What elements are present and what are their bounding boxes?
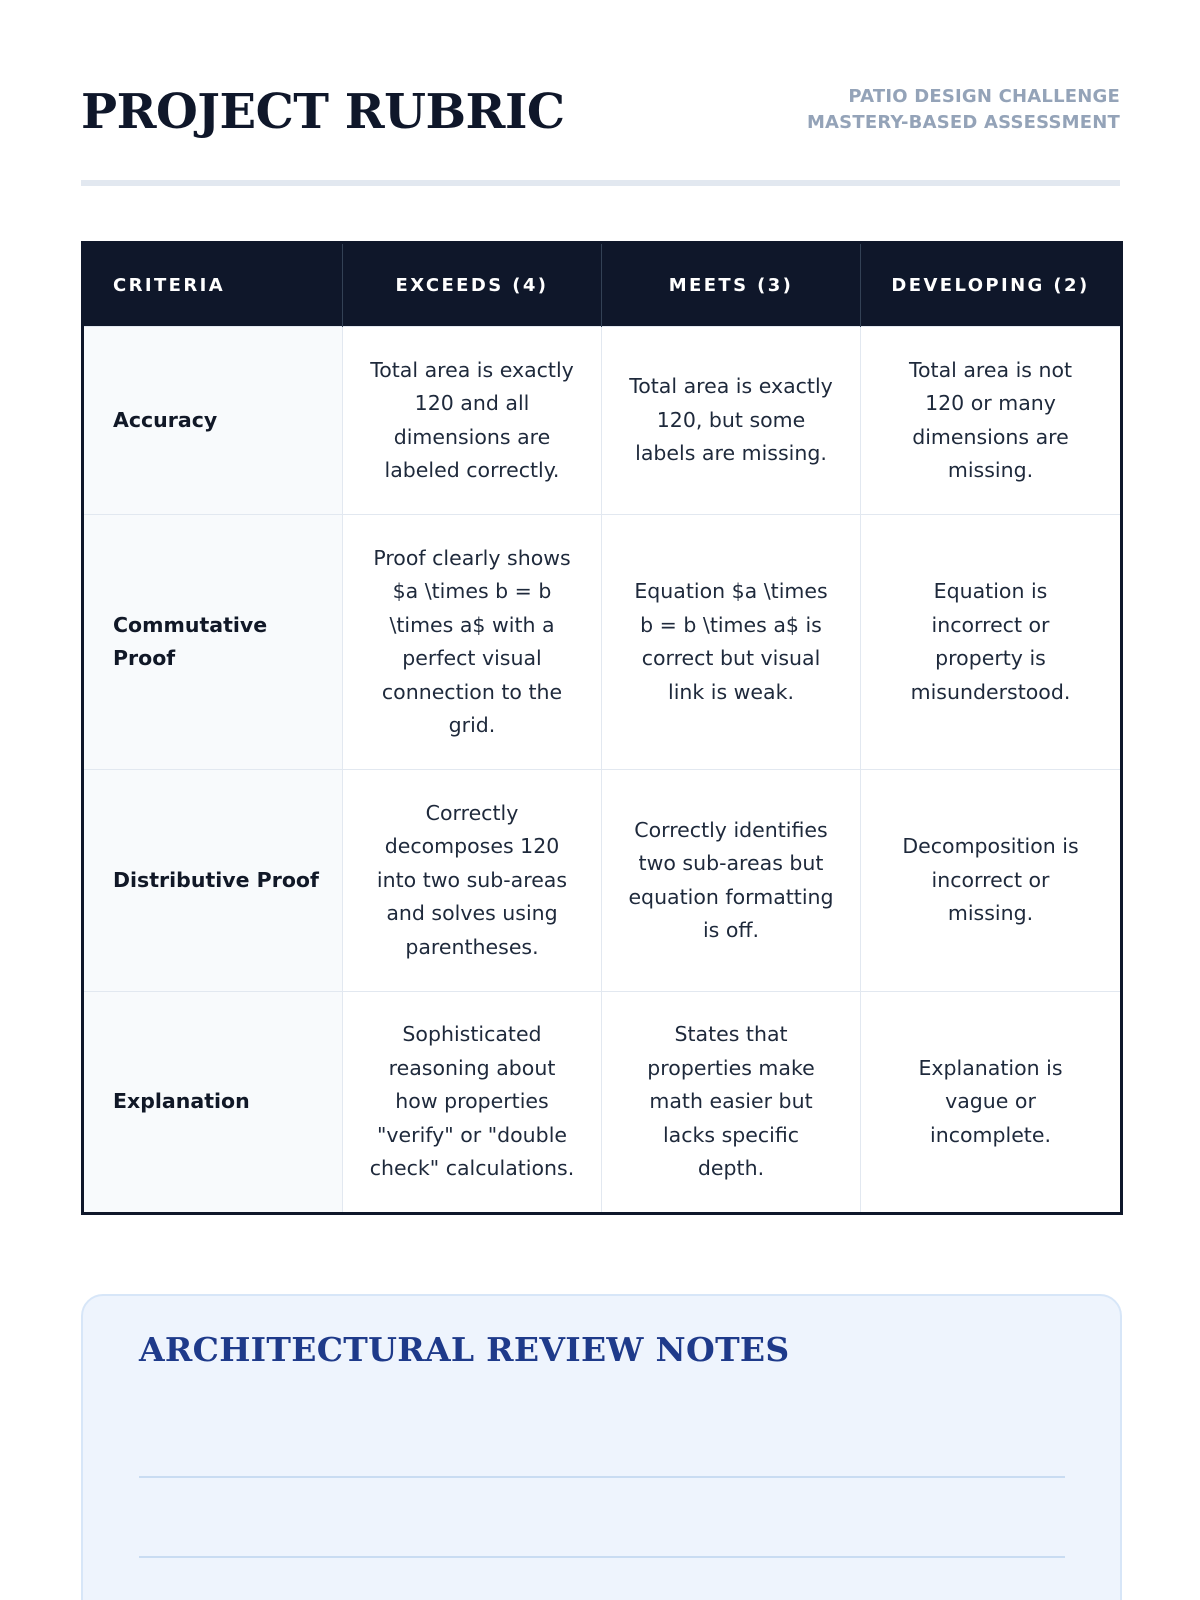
rubric-page <box>81 0 1120 1600</box>
meets-cell: Total area is exactly 120, but some labels are missing. <box>602 327 861 515</box>
page-subtitle <box>807 84 1120 136</box>
column-header-developing: DEVELOPING (2) <box>861 243 1122 327</box>
column-header-meets: MEETS (3) <box>602 243 861 327</box>
developing-cell: Explanation is vague or incomplete. <box>861 992 1122 1214</box>
rubric-header <box>83 243 1122 327</box>
table-row <box>83 992 1122 1214</box>
rubric-table <box>81 241 1123 1215</box>
note-writing-line <box>139 1476 1065 1478</box>
column-header-exceeds: EXCEEDS (4) <box>343 243 602 327</box>
table-row <box>83 515 1122 770</box>
meets-cell: States that properties make math easier but lacks specific depth. <box>602 992 861 1214</box>
meets-cell: Correctly identifies two sub-areas but equation formatting is off. <box>602 770 861 992</box>
subtitle-line-2: MASTERY-BASED ASSESSMENT <box>806 112 1120 133</box>
table-row <box>83 770 1122 992</box>
exceeds-cell: Correctly decomposes 120 into two sub-areas and solves using parentheses. <box>343 770 602 992</box>
exceeds-cell: Total area is exactly 120 and all dimensions are labeled correctly. <box>343 327 602 515</box>
page-header <box>81 78 1120 158</box>
rubric-header-row <box>83 243 1122 327</box>
table-row <box>83 327 1122 515</box>
criteria-cell: Commutative Proof <box>83 515 343 770</box>
review-notes-panel <box>81 1294 1122 1600</box>
header-divider <box>81 180 1120 186</box>
developing-cell: Decomposition is incorrect or missing. <box>861 770 1122 992</box>
exceeds-cell: Proof clearly shows $a \times b = b \times a$ with a perfect visual connection to the grid. <box>343 515 602 770</box>
subtitle-line-1: PATIO DESIGN CHALLENGE <box>848 86 1120 107</box>
criteria-cell: Distributive Proof <box>83 770 343 992</box>
column-header-criteria: CRITERIA <box>83 243 343 327</box>
rubric-body <box>83 327 1122 1214</box>
developing-cell: Total area is not 120 or many dimensions are missing. <box>861 327 1122 515</box>
developing-cell: Equation is incorrect or property is misunderstood. <box>861 515 1122 770</box>
review-notes-title: ARCHITECTURAL REVIEW NOTES <box>139 1330 790 1369</box>
criteria-cell: Accuracy <box>83 327 343 515</box>
criteria-cell: Explanation <box>83 992 343 1214</box>
exceeds-cell: Sophisticated reasoning about how properties "verify" or "double check" calculations. <box>343 992 602 1214</box>
meets-cell: Equation $a \times b = b \times a$ is correct but visual link is weak. <box>602 515 861 770</box>
page-title: PROJECT RUBRIC <box>81 84 565 140</box>
note-writing-line <box>139 1556 1065 1558</box>
